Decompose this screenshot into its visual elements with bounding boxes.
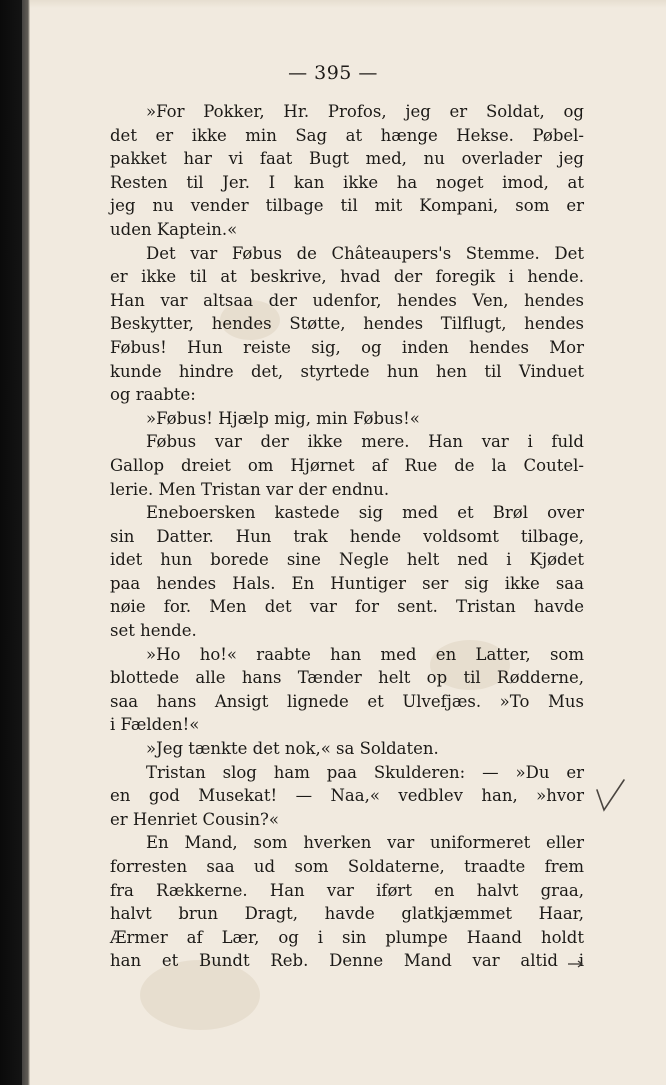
text-line: saa hans Ansigt lignede et Ulvefjæs. »To Mus: [110, 691, 584, 711]
text-line: »Ho ho!« raabte han med en Latter, som: [146, 644, 584, 664]
text-line: Føbus! Hun reiste sig, og inden hendes Mor: [110, 337, 584, 357]
text-line: sin Datter. Hun trak hende voldsomt tilbage,: [110, 526, 584, 546]
text-line: det er ikke min Sag at hænge Hekse. Pøbel-: [110, 125, 584, 145]
margin-checkmark: [594, 778, 628, 818]
text-line: er ikke til at beskrive, hvad der foregik i hende.: [110, 267, 584, 287]
text-line: han et Bundt Reb. Denne Mand var altid i: [110, 951, 584, 971]
text-line: pakket har vi faat Bugt med, nu overlader jeg: [110, 149, 584, 169]
text-line: Han var altsaa der udenfor, hendes Ven, hendes: [110, 290, 584, 310]
catchword-mark: [566, 958, 586, 970]
text-line: set hende.: [110, 621, 197, 641]
text-line: jeg nu vender tilbage til mit Kompani, som er: [110, 196, 584, 216]
text-line: Det var Føbus de Châteaupers's Stemme. Det: [146, 243, 584, 263]
text-line: halvt brun Dragt, havde glatkjæmmet Haar,: [110, 904, 584, 924]
text-line: »Jeg tænkte det nok,« sa Soldaten.: [146, 739, 439, 759]
binding-edge: [0, 0, 30, 1085]
text-line: idet hun borede sine Negle helt ned i Kjødet: [110, 550, 584, 570]
text-line: En Mand, som hverken var uniformeret eller: [146, 833, 584, 853]
text-line: en god Musekat! — Naa,« vedblev han, »hvor: [110, 786, 584, 806]
text-line: lerie. Men Tristan var der endnu.: [110, 479, 390, 499]
text-line: Tristan slog ham paa Skulderen: — »Du er: [146, 762, 584, 782]
text-line: paa hendes Hals. En Huntiger ser sig ikke saa: [110, 573, 584, 593]
text-line: uden Kaptein.«: [110, 219, 238, 239]
text-line: forresten saa ud som Soldaterne, traadte frem: [110, 857, 584, 876]
body-text: [110, 100, 584, 973]
text-line: Ærmer af Lær, og i sin plumpe Haand holdt: [110, 927, 584, 947]
page-number: — 395 —: [288, 62, 378, 84]
text-line: Resten til Jer. I kan ikke ha noget imod, at: [110, 172, 584, 192]
text-line: »Føbus! Hjælp mig, min Føbus!«: [146, 408, 420, 428]
text-line: Beskytter, hendes Støtte, hendes Tilflugt, hendes: [110, 314, 584, 334]
text-line: Eneboersken kastede sig med et Brøl over: [146, 503, 584, 523]
text-line: Gallop dreiet om Hjørnet af Rue de la Coutel-: [110, 455, 584, 475]
text-line: Føbus var der ikke mere. Han var i fuld: [146, 432, 584, 452]
text-line: »For Pokker, Hr. Profos, jeg er Soldat, og: [146, 102, 584, 121]
text-line: fra Rækkerne. Han var iført en halvt graa,: [110, 880, 584, 900]
text-line: kunde hindre det, styrtede hun hen til Vinduet: [110, 361, 584, 381]
text-line: nøie for. Men det var for sent. Tristan havde: [110, 597, 584, 617]
text-line: er Henriet Cousin?«: [110, 809, 279, 829]
page-top-edge: [30, 0, 666, 8]
text-line: i Fælden!«: [110, 715, 200, 735]
text-line: og raabte:: [110, 385, 196, 405]
text-line: blottede alle hans Tænder helt op til Rødderne,: [110, 668, 584, 688]
